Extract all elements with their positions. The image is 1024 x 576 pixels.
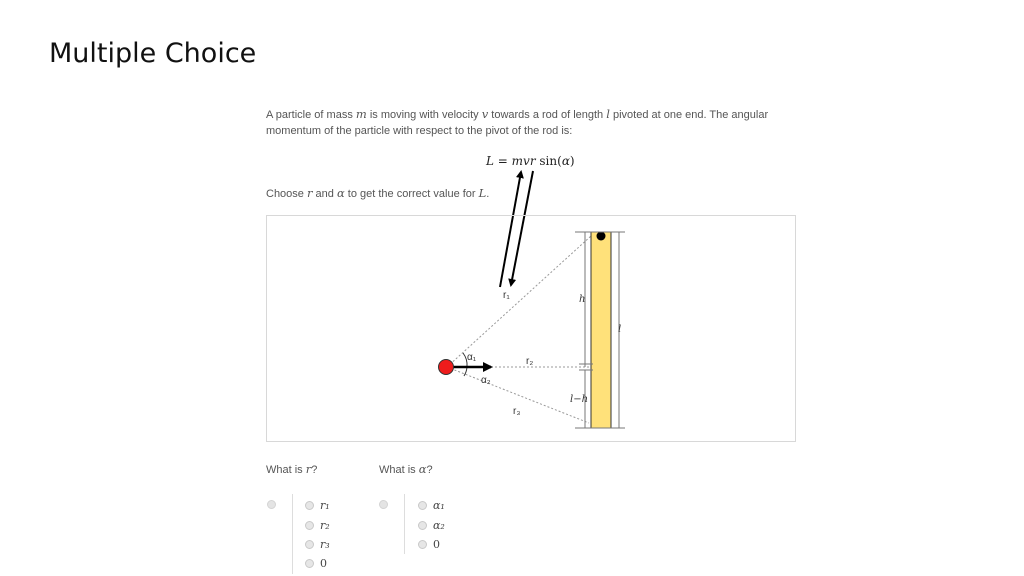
math-alpha: α [336,186,345,200]
question-r-var: r [305,462,312,476]
label-l-minus-h: l−h [570,394,589,405]
radio-button[interactable] [418,501,427,510]
slide-title: Multiple Choice [49,38,257,69]
math-L: L [478,186,487,200]
radio-button[interactable] [418,521,427,530]
question-alpha-label-text: What is [379,464,419,476]
r-option-r3[interactable] [305,535,330,553]
rod [591,232,611,428]
alpha-group-radio[interactable] [379,500,388,509]
label-r2: r₂ [526,356,534,367]
radio-button[interactable] [418,540,427,549]
r1-line [447,236,591,367]
r-option-r1[interactable] [305,496,330,514]
label-r1: r₁ [503,290,510,301]
math-m: m [355,107,367,121]
question-alpha-label [379,462,433,476]
alpha-group-divider [404,494,405,554]
choose-text-part: to get the correct value for [344,188,479,200]
eq-equals: = [493,154,512,168]
math-l: l [606,107,610,121]
eq-paren: ( [557,154,562,168]
physics-diagram [266,215,796,442]
option-label: 0 [320,556,327,570]
particle [439,360,454,375]
question-alpha-label-text: ? [426,464,433,476]
question-r-label-text: What is [266,464,306,476]
radio-button[interactable] [305,540,314,549]
label-l: l [618,324,622,335]
question-alpha-var: α [418,462,427,476]
alpha-option-zero[interactable] [418,535,440,553]
radio-button[interactable] [305,501,314,510]
eq-paren: ) [569,154,575,168]
option-label: r₃ [320,537,330,551]
question-text-part: A particle of mass [266,109,356,121]
radio-button[interactable] [305,521,314,530]
r-option-zero[interactable] [305,554,327,572]
radio-button[interactable] [305,559,314,568]
r-group-divider [292,494,293,574]
question-r-label [266,462,317,476]
diagram-canvas [267,216,797,443]
math-v: v [481,107,489,121]
choose-text-part: and [312,188,337,200]
option-label: α₂ [433,518,445,532]
label-alpha2: α₂ [481,375,491,386]
choose-text-part: . [486,188,490,200]
eq-lhs: L [486,154,494,168]
r-option-r2[interactable] [305,516,330,534]
eq-sin: sin [539,154,558,168]
question-text-part: is moving with velocity [366,109,482,121]
option-label: α₁ [433,498,445,512]
pivot-point [597,232,606,241]
option-label: r₂ [320,518,330,532]
option-label: r₁ [320,498,330,512]
label-h: h [579,294,586,305]
eq-mvr: mvr [511,154,536,168]
option-label: 0 [433,537,440,551]
label-r3: r₃ [513,406,521,417]
choose-text-part: Choose [266,188,307,200]
r-group-radio[interactable] [267,500,276,509]
math-r: r [306,186,313,200]
eq-alpha: α [561,154,570,168]
label-alpha1: α₁ [467,352,477,363]
question-text-part: pivoted at one end. The angular momentum of the particle with respect to the pivot of the rod is: [266,109,769,137]
question-text-part: towards a rod of length [488,109,607,121]
alpha-option-alpha1[interactable] [418,496,445,514]
question-r-label-text: ? [311,464,318,476]
alpha-option-alpha2[interactable] [418,516,445,534]
